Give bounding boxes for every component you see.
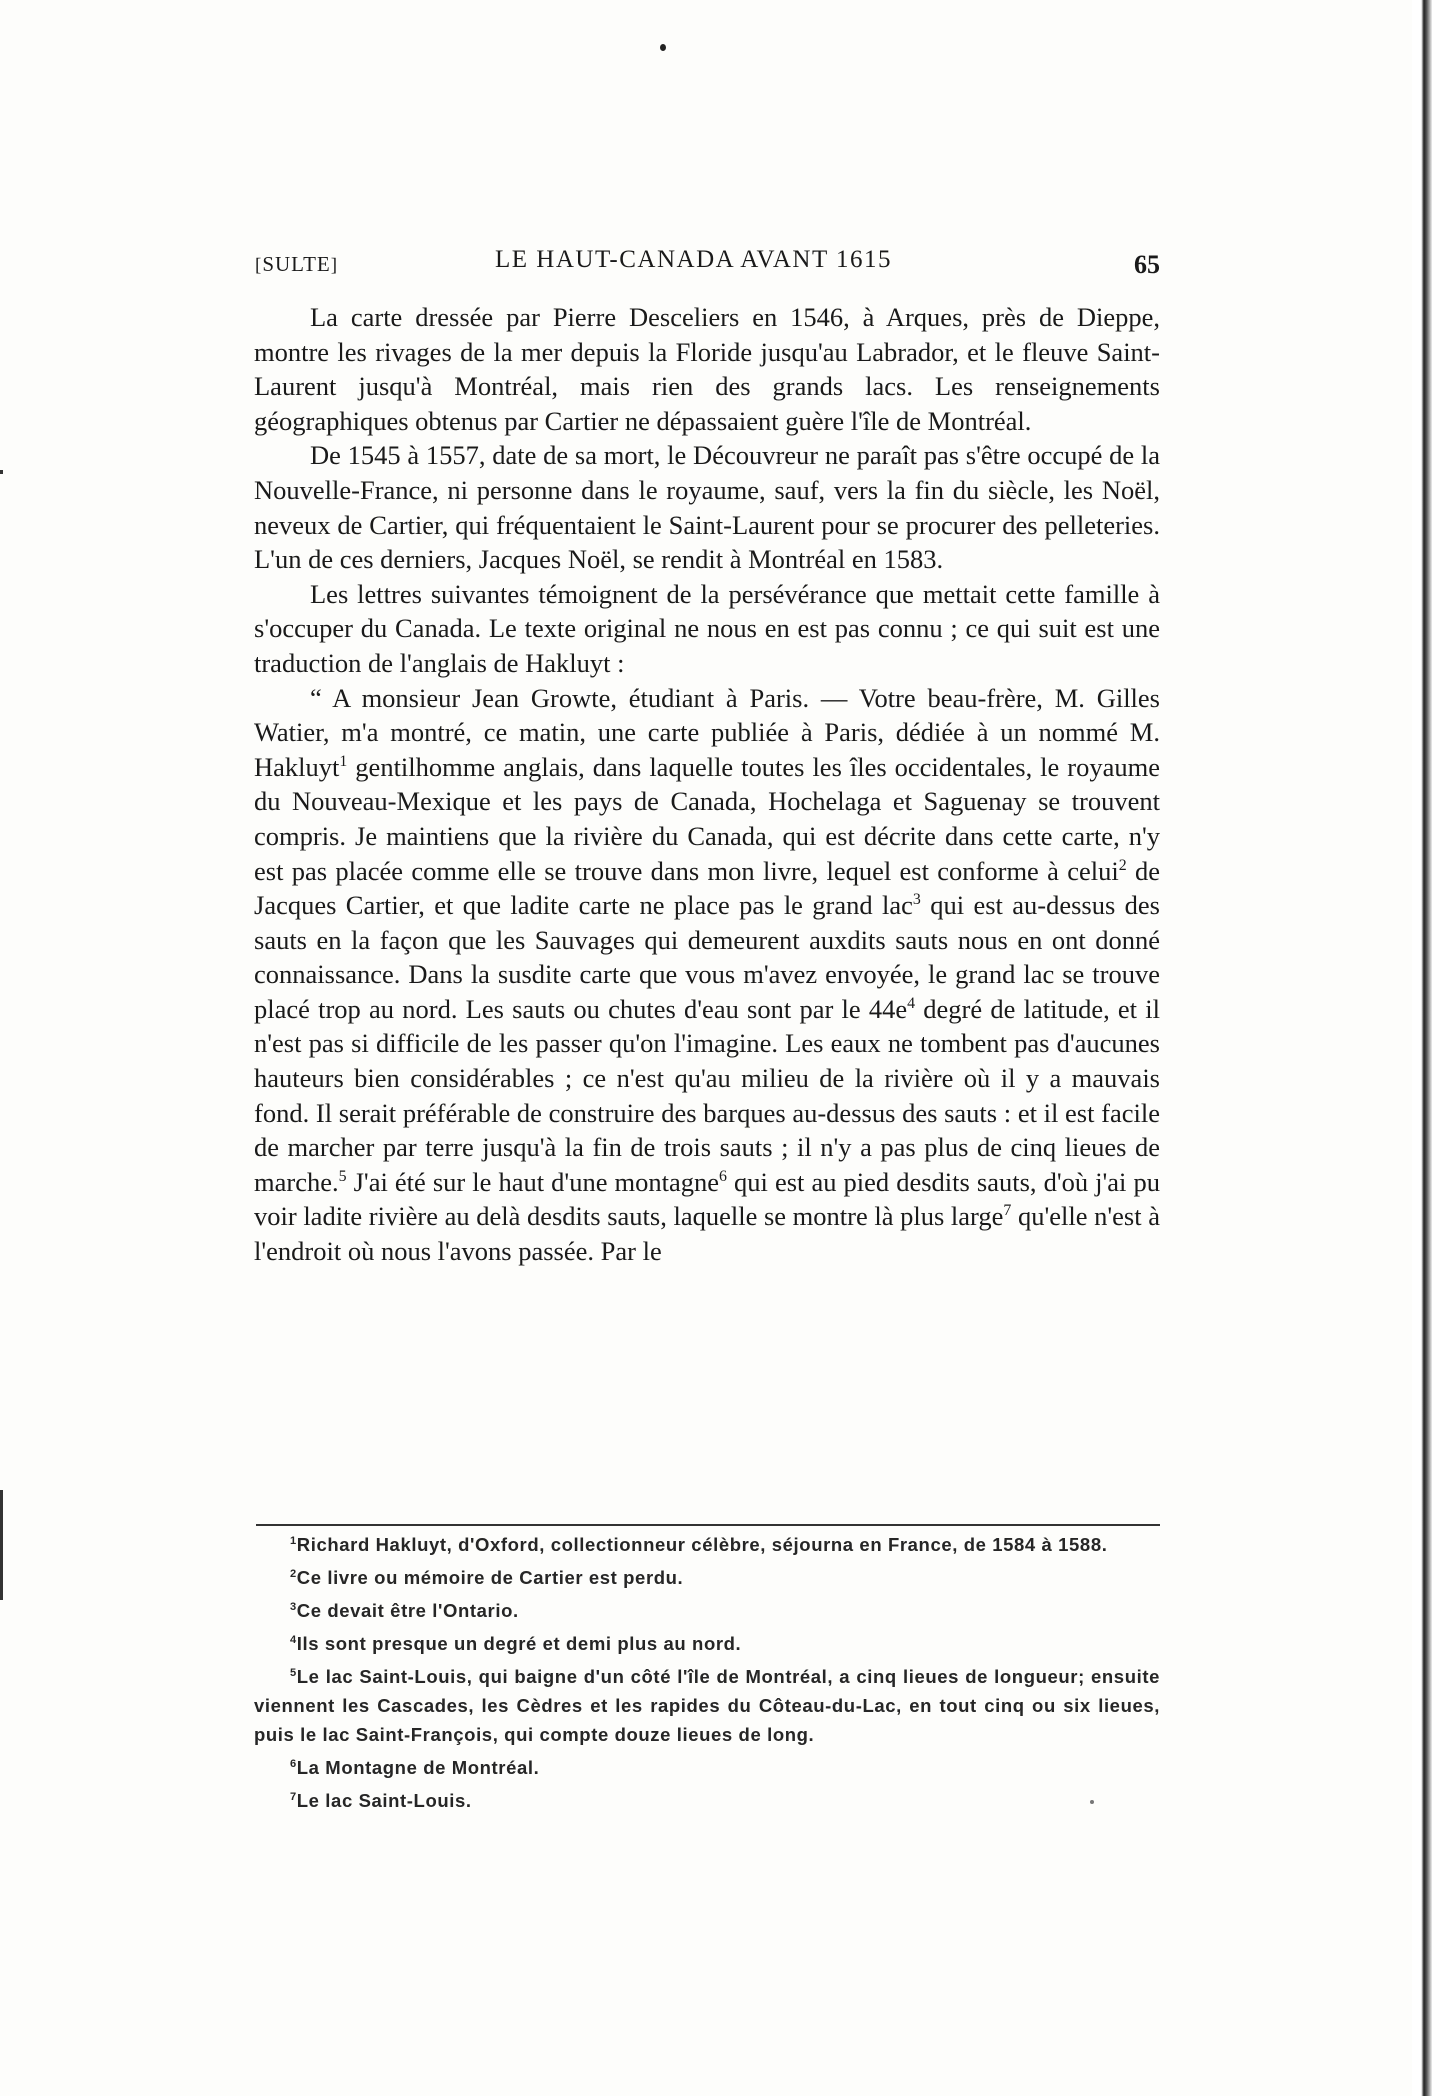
paragraph: La carte dressée par Pierre Desceliers en 1546, à Arques, près de Dieppe, montre les rivages de la mer depuis la Floride jusqu'au Labrador, et le fleuve Saint-Laurent jusqu'à Montréal, mais rien des grands lacs. Les renseignements géographiques obtenus par Cartier ne dépassaient guère l'île de Montréal. [254,302,1160,436]
footnote-ref: 6 [719,1168,727,1186]
footnote-ref: 2 [1118,856,1127,874]
footnote-mark: 7 [290,1790,297,1803]
running-title: LE HAUT-CANADA AVANT 1615 [495,246,893,273]
footnote [254,1786,1160,1815]
footnote-mark: 5 [290,1666,297,1679]
footnote-ref: 5 [338,1168,347,1186]
letter-text: de Jacques Cartier, et que ladite carte ne place pas le grand lac [254,855,1160,921]
letter-text: J'ai été sur le haut d'une montagne [346,1166,720,1197]
footnote-mark: 3 [290,1600,297,1613]
author-name: SULTE [262,252,331,276]
footnote [254,1629,1160,1658]
footnote-rule [256,1524,1160,1526]
footnote-text: Le lac Saint-Louis, qui baigne d'un côté l'île de Montréal, a cinq lieues de longueur; ensuite viennent les Cascades, les Cèdres et les rapides du Côteau-du-Lac, en tout cinq ou six lieues, puis le lac Saint-François, qui compte douze lieues de long. [254,1666,1160,1745]
footnote-mark: 1 [290,1534,297,1547]
running-header [255,246,1160,286]
footnote-mark: 4 [290,1633,297,1646]
footnote [254,1596,1160,1625]
ink-dot [660,44,666,51]
footnote-text: Ils sont presque un degré et demi plus au nord. [296,1633,742,1654]
letter-text: degré de latitude, et il n'est pas si difficile de les passer qu'on l'imagine. Les eaux ne tombent pas d'aucunes hauteurs bien considérables ; ce n'est qu'au milieu de la rivière où il y a mauvais fond. Il serait préférable de construire des barques au-dessus des sauts : et il est facile de marcher par terre jusqu'à la fin de trois sauts ; il n'y a pas plus de cinq lieues de marche. [254,993,1160,1197]
footnote-ref: 7 [1003,1202,1012,1220]
footnote [254,1530,1160,1559]
letter-text: gentilhomme anglais, dans laquelle toutes les îles occidentales, le royaume du Nouveau-Mexique et les pays de Canada, Hochelaga et Saguenay se trouvent compris. Je maintiens que la rivière du Canada, qui est décrite dans cette carte, n'y est pas placée comme elle se trouve dans mon livre, lequel est conforme à celui [254,751,1160,886]
body-text [254,300,1160,1269]
paragraph: Les lettres suivantes témoignent de la persévérance que mettait cette famille à s'occuper du Canada. Le texte original ne nous en est pas connu ; ce qui suit est une traduction de l'anglais de Hakluyt : [254,578,1160,678]
letter-text: qu'elle n'est à l'endroit où nous l'avons passée. Par le [254,1201,1160,1267]
footnote [254,1662,1160,1749]
paragraph: De 1545 à 1557, date de sa mort, le Découvreur ne paraît pas s'être occupé de la Nouvelle-France, ni personne dans le royaume, sauf, vers la fin du siècle, les Noël, neveux de Cartier, qui fréquentaient le Saint-Laurent pour se procurer des pelleteries. L'un de ces derniers, Jacques Noël, se rendit à Montréal en 1583. [254,440,1160,575]
ink-speck [1090,1800,1094,1804]
page-number: 65 [1134,250,1160,279]
footnote-text: Richard Hakluyt, d'Oxford, collectionneur célèbre, séjourna en France, de 1584 à 1588. [296,1534,1108,1555]
letter-text: “ A monsieur Jean Growte, étudiant à Paris. — Votre beau-frère, M. Gilles Watier, m'a montré, ce matin, une carte publiée à Paris, dédiée à un nommé M. Hakluyt [254,682,1160,782]
footnotes [254,1530,1160,1819]
footnote-text: Le lac Saint-Louis. [296,1790,472,1811]
margin-mark [0,1490,3,1600]
footnote-mark: 2 [290,1567,297,1580]
letter-paragraph [254,681,1160,1269]
letter-text: qui est au pied desdits sauts, d'où j'ai pu voir ladite rivière au delà desdits sauts, laquelle se montre là plus large [254,1166,1160,1232]
running-author: [SULTE] [255,252,339,276]
footnote-text: La Montagne de Montréal. [296,1757,540,1778]
footnote-ref: 3 [912,891,921,909]
page-edge [1414,0,1432,2096]
footnote-ref: 4 [907,995,916,1013]
footnote-text: Ce livre ou mémoire de Cartier est perdu. [296,1567,684,1588]
footnote-mark: 6 [290,1757,297,1770]
margin-mark [0,470,3,474]
letter-text: qui est au-dessus des sauts en la façon que les Sauvages qui demeurent auxdits sauts nous en ont donné connaissance. Dans la susdite carte que vous m'avez envoyée, le grand lac se trouve placé trop au nord. Les sauts ou chutes d'eau sont par le 44e [254,890,1160,1024]
footnote-ref: 1 [339,752,348,770]
footnote [254,1753,1160,1782]
footnote-text: Ce devait être l'Ontario. [296,1600,519,1621]
footnote [254,1563,1160,1592]
